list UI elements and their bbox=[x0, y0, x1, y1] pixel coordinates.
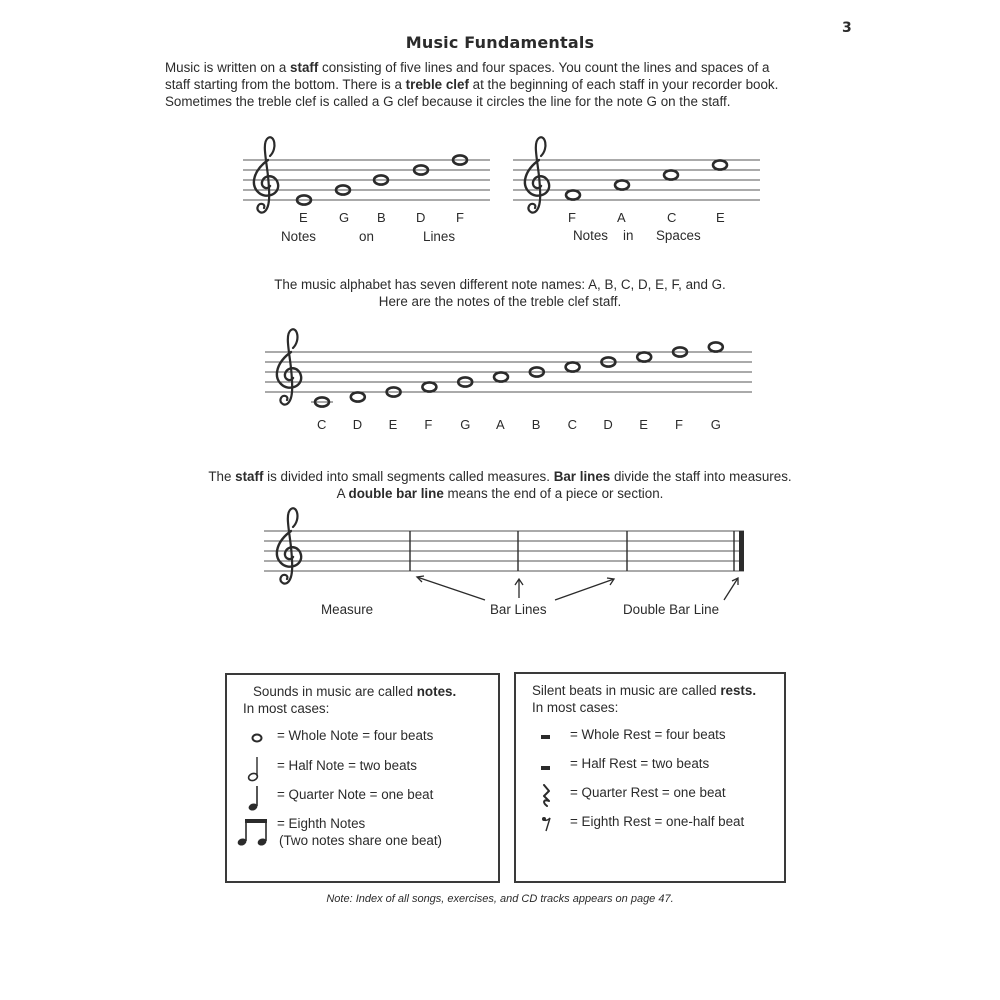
note-letter: E bbox=[299, 210, 308, 225]
whole-note-text: = Whole Note = four beats bbox=[277, 728, 434, 743]
note-letter: B bbox=[531, 417, 541, 432]
eighth-rest-text: = Eighth Rest = one-half beat bbox=[570, 814, 745, 829]
quarter-rest-icon bbox=[516, 784, 570, 814]
arrow-left-icon bbox=[417, 577, 485, 600]
note-letter: E bbox=[639, 417, 648, 432]
note-letter: D bbox=[603, 417, 613, 432]
caption-word: Lines bbox=[423, 229, 456, 244]
whole-note-icon bbox=[637, 352, 651, 361]
page-number: 3 bbox=[842, 20, 852, 36]
note-letter: C bbox=[567, 417, 577, 432]
notes-box-subheading: In most cases: bbox=[243, 701, 330, 716]
whole-note-icon bbox=[351, 392, 365, 401]
scale-staff bbox=[265, 329, 752, 406]
treble-clef-icon bbox=[277, 329, 301, 404]
measures-text: The staff is divided into small segments called measures. Bar lines divide the staff into measures. A double bar line means the end of a piece or section. bbox=[208, 469, 792, 501]
caption-word: in bbox=[623, 228, 634, 243]
arrow-right-icon bbox=[555, 579, 614, 600]
whole-note-icon bbox=[664, 170, 678, 179]
page-title: Music Fundamentals bbox=[405, 33, 595, 52]
note-letter: E bbox=[388, 417, 398, 432]
eighth-rest-icon bbox=[516, 813, 570, 843]
eighth-notes-subtext: (Two notes share one beat) bbox=[279, 833, 443, 848]
note-letter: C bbox=[667, 210, 677, 225]
eighth-notes-icon bbox=[227, 815, 277, 849]
caption-word: on bbox=[359, 229, 374, 244]
whole-note-icon bbox=[227, 727, 277, 757]
whole-rest-text: = Whole Rest = four beats bbox=[570, 727, 726, 742]
rests-box bbox=[514, 672, 786, 883]
alphabet-text: The music alphabet has seven different note names: A, B, C, D, E, F, and G. Here are the notes of the treble clef staff. bbox=[274, 277, 726, 309]
whole-note-icon bbox=[713, 160, 727, 169]
note-letter: D bbox=[352, 417, 363, 432]
whole-note-icon bbox=[709, 342, 723, 351]
bar-lines-label: Bar Lines bbox=[490, 602, 547, 617]
double-bar-line-label: Double Bar Line bbox=[623, 602, 720, 617]
rests-box-heading: Silent beats in music are called rests. bbox=[532, 683, 757, 698]
spaces-staff bbox=[513, 137, 760, 212]
notes-box-heading: Sounds in music are called notes. bbox=[253, 684, 457, 699]
note-letter: B bbox=[377, 210, 386, 225]
whole-note-icon bbox=[566, 190, 580, 199]
arrow-up-right-icon bbox=[724, 578, 738, 600]
half-note-text: = Half Note = two beats bbox=[277, 758, 417, 773]
half-rest-icon bbox=[516, 755, 570, 785]
note-letter: G bbox=[710, 417, 721, 432]
treble-clef-icon bbox=[254, 137, 278, 212]
note-letter: F bbox=[675, 417, 683, 432]
note-letter: A bbox=[496, 417, 505, 432]
caption-word: Notes bbox=[281, 229, 316, 244]
footer-note: Note: Index of all songs, exercises, and CD tracks appears on page 47. bbox=[326, 893, 674, 905]
notes-box bbox=[225, 673, 500, 883]
caption-word: Notes bbox=[573, 228, 608, 243]
whole-note-icon bbox=[494, 372, 508, 381]
note-letter: F bbox=[424, 417, 433, 432]
whole-note-icon bbox=[615, 180, 629, 189]
quarter-rest-text: = Quarter Rest = one beat bbox=[570, 785, 726, 800]
note-letter: D bbox=[416, 210, 426, 225]
note-letter: F bbox=[568, 210, 576, 225]
treble-clef-icon bbox=[525, 137, 549, 212]
whole-note-icon bbox=[566, 362, 580, 371]
note-letter: G bbox=[339, 210, 350, 225]
note-letter: A bbox=[617, 210, 626, 225]
caption-word: Spaces bbox=[656, 228, 701, 243]
note-letter: F bbox=[456, 210, 464, 225]
measures-staff bbox=[264, 508, 744, 600]
double-bar-thick-line bbox=[739, 531, 744, 571]
quarter-note-icon bbox=[227, 786, 277, 816]
treble-clef-icon bbox=[277, 508, 301, 583]
lines-staff bbox=[243, 137, 490, 212]
whole-rest-icon bbox=[516, 726, 570, 756]
rests-box-subheading: In most cases: bbox=[532, 700, 619, 715]
note-letter: E bbox=[716, 210, 725, 225]
quarter-note-text: = Quarter Note = one beat bbox=[277, 787, 434, 802]
eighth-notes-text: = Eighth Notes bbox=[277, 816, 366, 831]
note-letter: G bbox=[460, 417, 471, 432]
measure-label: Measure bbox=[321, 602, 374, 617]
note-letter: C bbox=[317, 417, 327, 432]
intro-paragraph: Music is written on a staff consisting of five lines and four spaces. You count the lines and spaces of a staff starting from the bottom. There is a treble clef at the beginning of each staff in your recorder book. Sometimes the treble clef is called a G clef because it circles the line for the note G on the staff. bbox=[165, 60, 779, 109]
half-rest-text: = Half Rest = two beats bbox=[570, 756, 710, 771]
whole-note-icon bbox=[422, 382, 436, 391]
half-note-icon bbox=[227, 757, 277, 787]
